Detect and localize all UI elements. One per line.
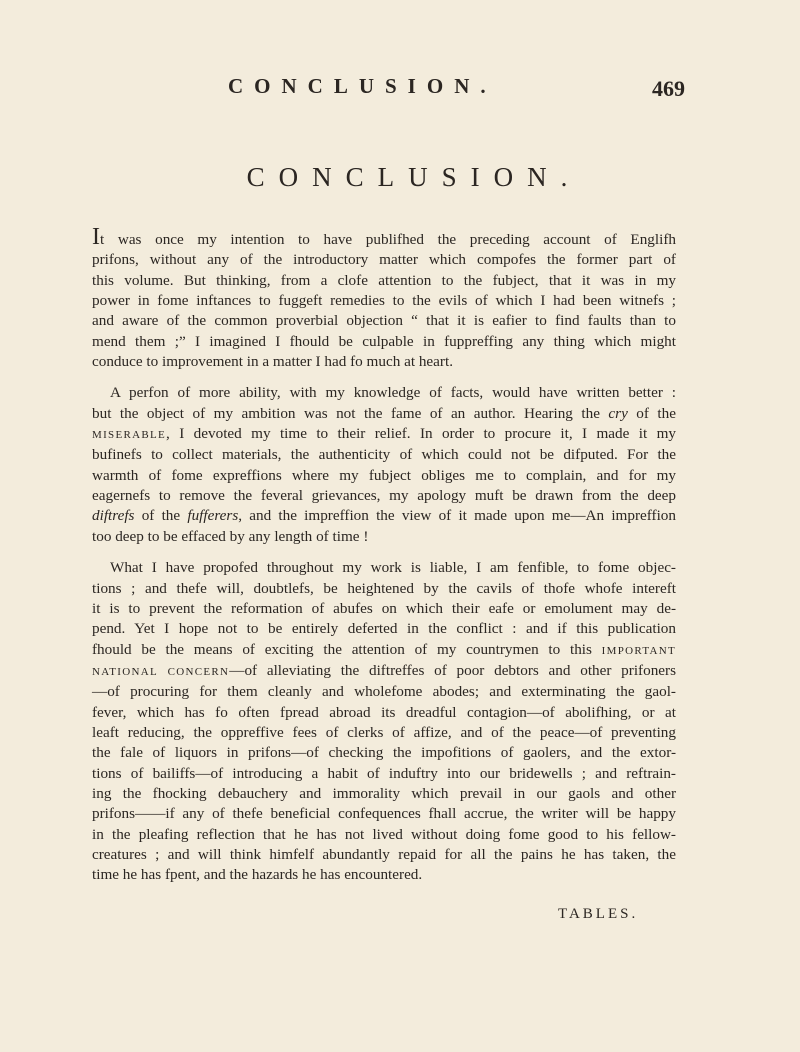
- text-line: [92, 865, 676, 885]
- text-line: [92, 291, 676, 311]
- text-line: [92, 527, 676, 547]
- text-segment: cry: [608, 404, 628, 422]
- text-line: [92, 723, 676, 743]
- body-text: [92, 224, 676, 886]
- text-line: [92, 271, 676, 291]
- text-segment: and aware of the common proverbial objection “ that it is eafier to find faults than to: [92, 312, 676, 330]
- running-head: [0, 74, 800, 104]
- text-segment: diftrefs: [92, 507, 135, 525]
- text-line: [92, 640, 676, 661]
- running-head-title: CONCLUSION.: [228, 74, 497, 98]
- text-segment: [92, 224, 676, 250]
- chapter-title: CONCLUSION.: [246, 162, 582, 192]
- text-line: [92, 466, 676, 486]
- text-line: [92, 764, 676, 784]
- text-segment: time he has fpent, and the hazards he has encountered.: [92, 866, 423, 884]
- text-line: [92, 332, 676, 352]
- text-segment: eagernefs to remove the feveral grievances, my apology muft be drawn from the deep: [92, 487, 676, 505]
- text-segment: conduce to improvement in a matter I had fo much at heart.: [92, 353, 453, 371]
- text-line: [92, 804, 676, 824]
- text-segment: the fale of liquors in prifons—of checking the impofitions of gaolers, and the extor-: [92, 744, 676, 762]
- text-segment: ing the fhocking debauchery and immorality which prevail in our gaols and other: [92, 784, 676, 802]
- text-line: [92, 383, 676, 403]
- text-segment: fufferers: [187, 507, 239, 525]
- text-segment: leaft reducing, the oppreffive fees of clerks of affize, and of the peace—of preventing: [92, 723, 676, 741]
- initial-letter: I: [92, 224, 100, 250]
- text-segment: —of alleviating the diftreffes of poor debtors and other prifoners: [229, 661, 676, 679]
- text-line: [92, 703, 676, 723]
- text-line: [92, 579, 676, 599]
- text-line: [92, 404, 676, 424]
- text-segment: prifons, without any of the introductory matter which compofes the former part of: [92, 251, 676, 269]
- text-segment: , I devoted my time to their relief. In order to procure it, I made it my: [166, 425, 676, 443]
- text-line: [92, 682, 676, 702]
- text-segment: What I have propofed throughout my work is liable, I am fenfible, to fome objec-: [110, 559, 676, 577]
- text-segment-rest: t was once my intention to have publifhed the preceding account of Englifh: [100, 231, 676, 248]
- text-line: [92, 558, 676, 578]
- text-line: [92, 506, 676, 526]
- text-segment: but the object of my ambition was not the fame of an author. Hearing the: [92, 404, 609, 422]
- text-segment: warmth of fome expreffions where my fubject obliges me to complain, and for my: [92, 466, 676, 484]
- text-segment: NATIONAL CONCERN: [92, 665, 230, 678]
- text-line: [92, 661, 676, 682]
- text-segment: —of procuring for them cleanly and wholefome abodes; and exterminating the gaol-: [92, 683, 676, 701]
- text-line: [92, 486, 676, 506]
- text-segment: of the: [134, 507, 188, 525]
- text-segment: this volume. But thinking, from a clofe attention to the fubject, that it was in my: [92, 271, 676, 289]
- text-segment: fhould be the means of exciting the attention of my countrymen to this: [92, 640, 602, 658]
- text-line: [92, 599, 676, 619]
- text-segment: creatures ; and will think himfelf abundantly repaid for all the pains he has taken, the: [92, 845, 676, 863]
- paragraph: [92, 383, 676, 547]
- text-line: [92, 619, 676, 639]
- text-segment: mend them ;” I imagined I fhould be culpable in fuppreffing any thing which might: [92, 332, 676, 350]
- text-line: [92, 784, 676, 804]
- text-segment: in the pleafing reflection that he has not lived without doing fome good to his fellow-: [92, 825, 676, 843]
- text-line: [92, 424, 676, 445]
- text-line: [92, 445, 676, 465]
- text-segment: IMPORTANT: [601, 644, 676, 657]
- text-line: [92, 825, 676, 845]
- text-segment: power in fome inftances to fuggeft remedies to the evils of which I had been witnefs ;: [92, 292, 676, 310]
- text-line: [92, 352, 676, 372]
- text-segment: tions ; and thefe will, doubtlefs, be heightened by the cavils of thofe whofe intereft: [92, 579, 676, 597]
- text-line: [92, 311, 676, 331]
- page-number: 469: [652, 76, 685, 101]
- text-segment: A perfon of more ability, with my knowledge of facts, would have written better :: [110, 384, 676, 402]
- text-segment: bufinefs to collect materials, the authenticity of which could not be difputed. For the: [92, 446, 676, 464]
- text-segment: too deep to be effaced by any length of time !: [92, 527, 369, 545]
- text-line: [92, 743, 676, 763]
- text-segment: , and the impreffion the view of it made upon me—An impreffion: [238, 507, 676, 525]
- text-line: [92, 224, 676, 250]
- text-segment: pend. Yet I hope not to be entirely deferted in the conflict : and if this publication: [92, 620, 676, 638]
- paragraph: [92, 558, 676, 886]
- text-segment: tions of bailiffs—of introducing a habit of induftry into our bridewells ; and reftrain-: [92, 764, 676, 782]
- text-segment: of the: [627, 404, 676, 422]
- text-segment: prifons——if any of thefe beneficial confequences fhall accrue, the writer will be happy: [92, 805, 676, 823]
- text-line: [92, 845, 676, 865]
- paragraph: [92, 224, 676, 372]
- text-segment: MISERABLE: [92, 429, 167, 442]
- catchword: TABLES.: [558, 906, 639, 922]
- text-segment: fever, which has fo often fpread abroad its dreadful contagion—of abolifhing, or at: [92, 703, 676, 721]
- text-line: [92, 250, 676, 270]
- text-segment: it is to prevent the reformation of abufes on which their eafe or emolument may de-: [92, 599, 676, 617]
